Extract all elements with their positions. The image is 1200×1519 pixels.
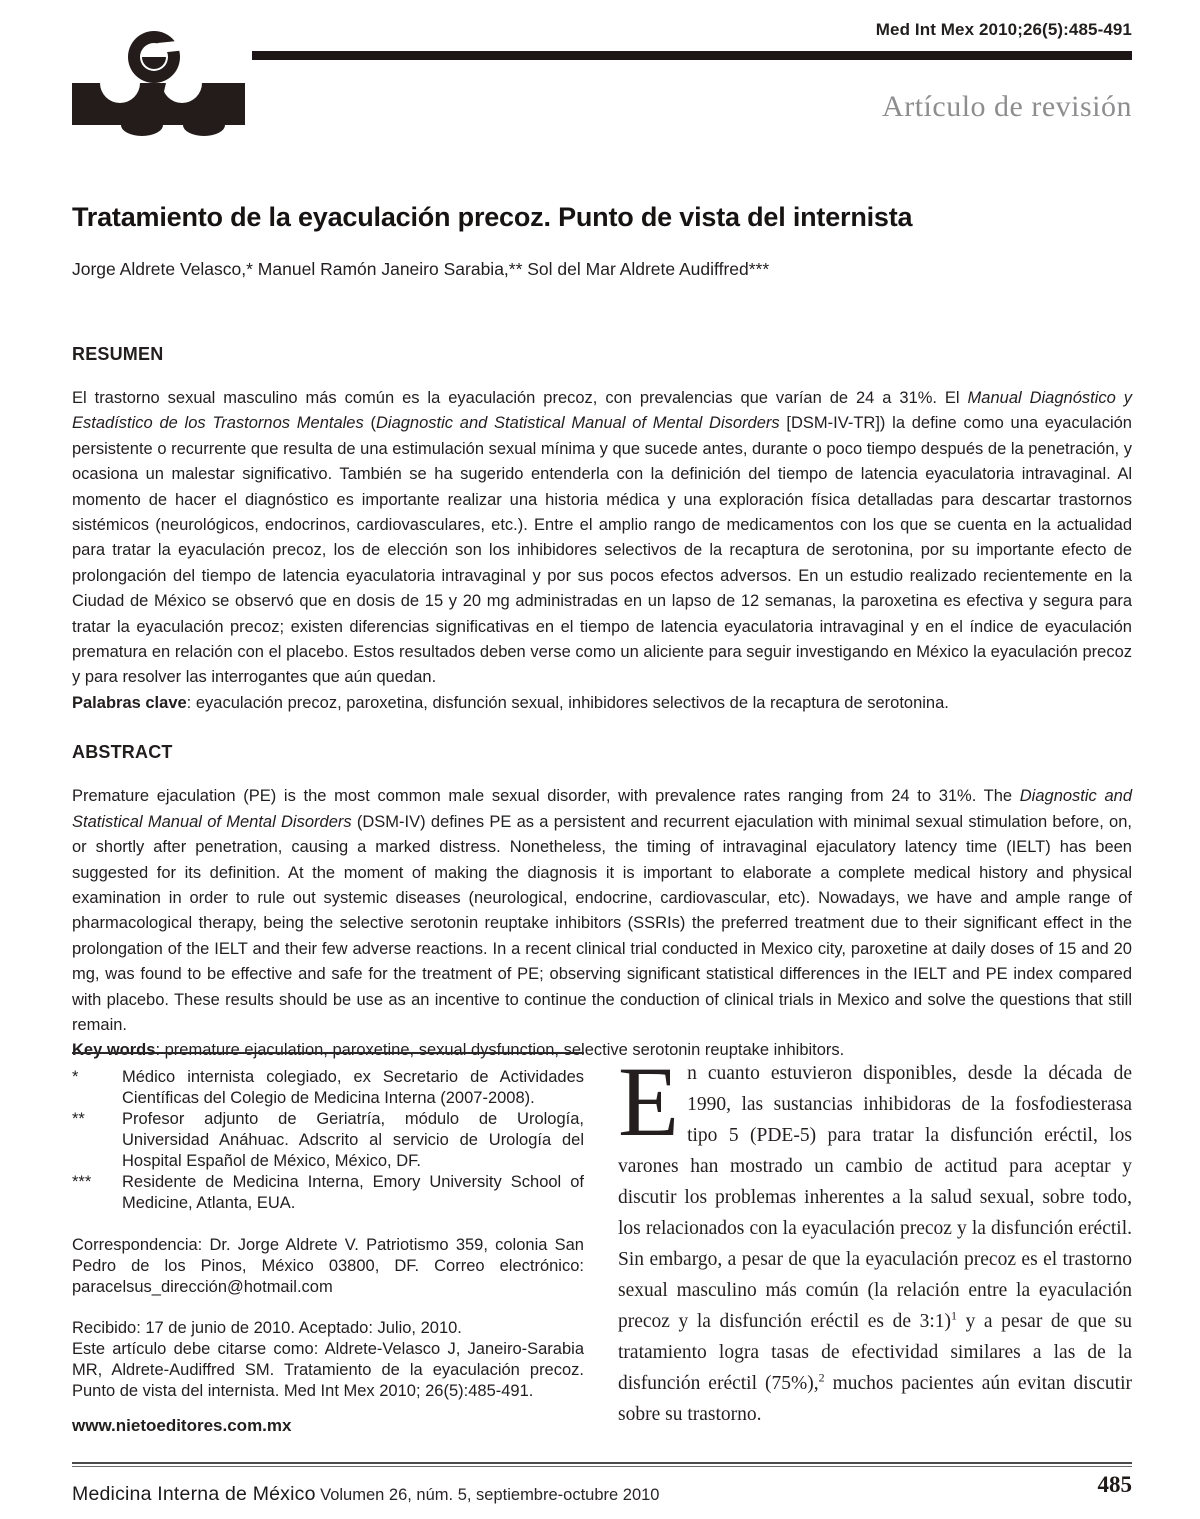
footnote-item (72, 1172, 584, 1214)
correspondence-text: Correspondencia: Dr. Jorge Aldrete V. Patriotismo 359, colonia San Pedro de los Pinos, México 03800, DF. Correo electrónico: paracelsus_dirección@hotmail.com (72, 1236, 584, 1296)
footnote-text: Residente de Medicina Interna, Emory University School of Medicine, Atlanta, EUA. (122, 1173, 584, 1212)
abstract-text: Premature ejaculation (PE) is the most common male sexual disorder, with prevalence rates ranging from 24 to 31%. The Diagnostic and Statistical Manual of Mental Disorders (DSM-IV) defines PE as a persistent and recurrent ejaculation with minimal sexual stimulation before, on, or shortly after penetration, causing a marked distress. Nonetheless, the timing of intravaginal ejaculatory latency time (IELT) has been suggested for its definition. At the moment of making the diagnosis it is important to elaborate a complete medical history and physical examination in order to rule out systemic diseases (neurological, endocrine, cardiovascular, etc). Nowadays, we have and ample range of pharmacological therapy, being the selective serotonin reuptake inhibitors (SSRIs) the preferred treatment due to their significant effect in the prolongation of the IELT and their few adverse reactions. In a recent clinical trial conducted in Mexico city, paroxetine at daily doses of 15 and 20 mg, was found to be effective and safe for the treatment of PE; observing significant statistical differences in the IELT and PE index compared with placebo. These results should be use as an incentive to continue the conduction of clinical trials in Mexico and solve the questions that still remain. (72, 787, 1132, 1034)
journal-citation: Med Int Mex 2010;26(5):485-491 (875, 20, 1132, 39)
footnote-marker: ** (72, 1110, 85, 1128)
article-type-label: Artículo de revisión (882, 90, 1132, 123)
resumen-text: El trastorno sexual masculino más común es la eyaculación precoz, con prevalencias que varían de 24 a 31%. El Manual Diagnóstico y Estadístico de los Trastornos Mentales (Diagnostic and Statistical Manual of Mental Disorders [DSM-IV-TR]) la define como una eyaculación persistente o recurrente que resulta de una estimulación sexual mínima y que sucede antes, durante o poco tiempo después de la penetración, y ocasiona un malestar significativo. También se ha sugerido entenderla con la definición del tiempo de latencia eyaculatoria intravaginal. Al momento de hacer el diagnóstico es importante realizar una historia médica y una exploración física detalladas para descartar trastornos sistémicos (neurológicos, endocrinos, cardiovasculares, etc.). Entre el amplio rango de medicamentos con los que se cuenta en la actualidad para tratar la eyaculación precoz, los de elección son los inhibidores selectivos de la recaptura de serotonina, por su importante efecto de prolongación del tiempo de latencia eyaculatoria intravaginal y por sus pocos efectos adversos. En un estudio realizado recientemente en la Ciudad de México se observó que en dosis de 15 y 20 mg administradas en un lapso de 12 semanas, la paroxetina es efectiva y segura para tratar la eyaculación precoz; existen diferencias significativas en el tiempo de latencia eyaculatoria intravaginal y en el índice de eyaculación prematura en relación con el placebo. Estos resultados deben verse como un aliciente para seguir investigando en México la eyaculación precoz y para resolver las interrogantes que aún quedan. (72, 389, 1132, 687)
header-divider-bar (252, 51, 1132, 60)
abstracts-section (72, 344, 1132, 1064)
footer-line (72, 1483, 972, 1506)
cmim-monogram-logo-icon (72, 30, 245, 136)
authors-line: Jorge Aldrete Velasco,* Manuel Ramón Janeiro Sarabia,** Sol del Mar Aldrete Audiffred*** (72, 259, 770, 279)
abstract-heading: ABSTRACT (72, 742, 173, 763)
footer-divider (72, 1462, 1132, 1467)
footnote-item (72, 1067, 584, 1109)
footnote-item (72, 1109, 584, 1172)
footnote-text: Profesor adjunto de Geriatría, módulo de Urología, Universidad Anáhuac. Adscrito al servicio de Urología del Hospital Español de México, México, DF. (122, 1110, 584, 1170)
page-number: 485 (1097, 1472, 1132, 1497)
received-text: Recibido: 17 de junio de 2010. Aceptado: Julio, 2010. (72, 1319, 462, 1337)
affiliations-column (72, 1052, 584, 1436)
citation-note: Este artículo debe citarse como: Aldrete-Velasco J, Janeiro-Sarabia MR, Aldrete-Audiffred SM. Tratamiento de la eyaculación precoz. Punto de vista del internista. Med Int Mex 2010; 26(5):485-491. (72, 1340, 584, 1400)
footnote-marker: *** (72, 1173, 92, 1191)
footnote-marker: * (72, 1068, 79, 1086)
resumen-heading: RESUMEN (72, 344, 164, 364)
article-title: Tratamiento de la eyaculación precoz. Punto de vista del internista (72, 202, 913, 232)
drop-cap: E (618, 1046, 680, 1157)
palabras-clave-line: Palabras clave: eyaculación precoz, paroxetina, disfunción sexual, inhibidores selectivos de la recaptura de serotonina. (72, 693, 949, 712)
intro-paragraph: n cuanto estuvieron disponibles, desde la década de 1990, las sustancias inhibidoras de la fosfodiesterasa tipo 5 (PDE-5) para tratar la disfunción eréctil, los varones han mostrado un cambio de actitud para aceptar y discutir los problemas inherentes a la salud sexual, sobre todo, los relacionados con la eyaculación precoz y la disfunción eréctil. Sin embargo, a pesar de que la eyaculación precoz es el trastorno sexual masculino más común (la relación entre la eyaculación precoz y la disfunción eréctil es de 3:1)$^1$ y a pesar de que su tratamiento logra tasas de efectividad similares a las de la disfunción eréctil (75%),$^2$ muchos pacientes aún evitan discutir sobre su trastorno. (618, 1063, 1133, 1425)
body-text-column (618, 1046, 1133, 1430)
footnote-divider (72, 1052, 584, 1054)
key-words-line: Key words: premature ejaculation, paroxetine, sexual dysfunction, selective serotonin reuptake inhibitors. (72, 1041, 845, 1060)
publisher-website: www.nietoeditores.com.mx (72, 1416, 292, 1435)
footer-issue-info: Volumen 26, núm. 5, septiembre-octubre 2010 (320, 1486, 660, 1504)
footnote-text: Médico internista colegiado, ex Secretario de Actividades Científicas del Colegio de Medicina Interna (2007-2008). (122, 1068, 584, 1107)
received-block (72, 1318, 584, 1402)
footer-journal-name: Medicina Interna de México (72, 1483, 316, 1505)
